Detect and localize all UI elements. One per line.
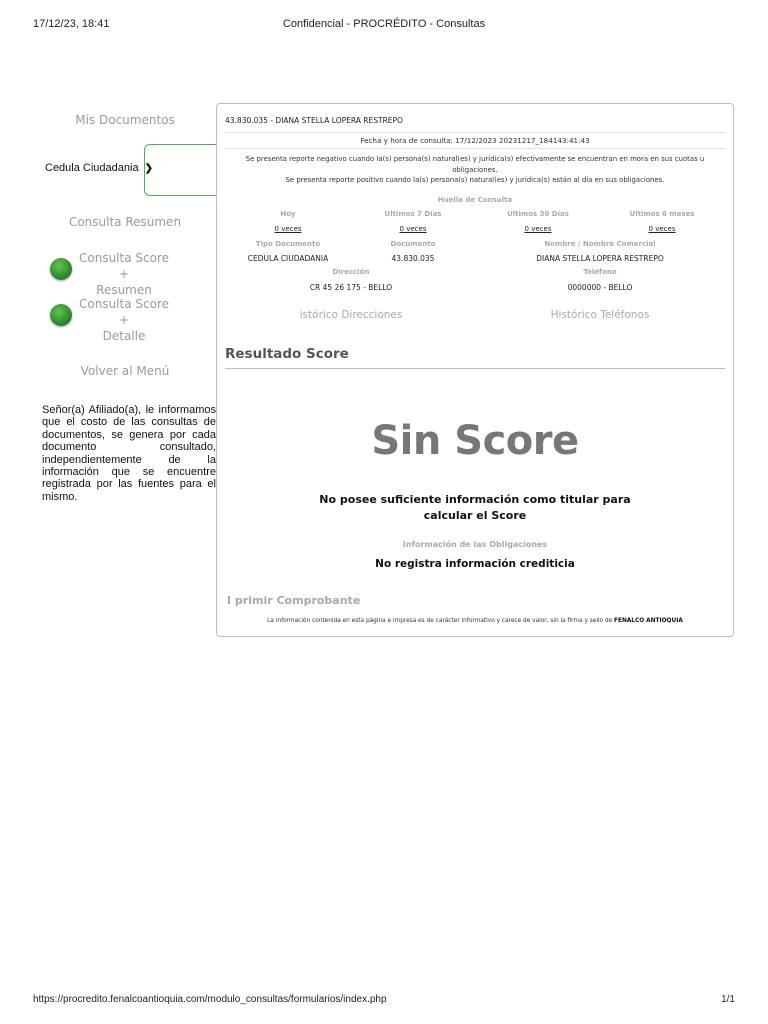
sidebar	[30, 100, 216, 520]
report-disclaimer: Se presenta reporte negativo cuando la(s) persona(s) natural(es) y jurídica(s) efectivamente se encuentran en mora en sus cuotas u obligaciones. Se presenta reporte positivo cuando la(s) persona(s) natural(es) y jurídica(s) están al día en sus obligaciones.	[245, 155, 705, 184]
mis-documentos-link[interactable]: Mis Documentos	[75, 113, 175, 127]
consulta-score-resumen-label: Consulta Score + Resumen	[79, 251, 169, 297]
historico-telefonos-link[interactable]: Histórico Teléfonos	[550, 309, 650, 321]
consulta-score-detalle-option[interactable]	[46, 296, 236, 343]
huella-value-hoy[interactable]: 0 veces	[274, 225, 302, 233]
info-obligaciones-label: Información de las Obligaciones	[402, 540, 548, 549]
no-registra-text: No registra información crediticia	[375, 558, 575, 570]
huella-value-7-dias[interactable]: 0 veces	[399, 225, 427, 233]
score-explanation: No posee suficiente información como titular para calcular el Score	[319, 493, 631, 522]
nombre-value: DIANA STELLA LOPERA RESTREPO	[536, 254, 664, 263]
historico-direcciones-link[interactable]: istórico Direcciones	[299, 309, 403, 321]
huella-header-30-dias: Ultimos 30 Días	[507, 210, 569, 218]
print-page-title: Confidencial - PROCRÉDITO - Consultas	[282, 18, 486, 30]
direccion-label: Dirección	[332, 268, 370, 276]
chevron-down-icon: ❯	[144, 163, 153, 174]
consulta-score-detalle-label: Consulta Score + Detalle	[79, 297, 169, 343]
tipo-documento-label: Tipo Documento	[255, 240, 321, 248]
cost-notice: Señor(a) Afiliado(a), le informamos que el costo de las consultas de documentos, se genera por cada documento consultado, independientemente de la información que se encuentre registrada por las fuentes para el mismo.	[42, 404, 216, 503]
green-dot-icon	[50, 304, 72, 326]
documento-label: Documento	[390, 240, 436, 248]
tipo-documento-value: CEDULA CIUDADANIA	[247, 254, 329, 263]
legal-footer: La información contenida en esta página e impresa es de carácter informativo y carece de valor, sin la firma y sello de FENALCO ANTIOQUIA	[267, 618, 683, 624]
telefono-value: 0000000 - BELLO	[567, 283, 633, 292]
imprimir-comprobante-link[interactable]: I primir Comprobante	[227, 594, 361, 607]
report-card	[216, 103, 734, 637]
person-identity: 43.830.035 - DIANA STELLA LOPERA RESTREPO	[225, 116, 403, 125]
document-type-value: Cedula Ciudadania	[45, 162, 139, 174]
divider	[225, 132, 725, 133]
resultado-score-heading: Resultado Score	[225, 346, 349, 362]
telefono-label: Teléfono	[583, 268, 617, 276]
volver-menu-link[interactable]: Volver al Menú	[80, 364, 170, 378]
document-type-select[interactable]	[45, 162, 153, 174]
huella-value-30-dias[interactable]: 0 veces	[524, 225, 552, 233]
consulta-datetime: Fecha y hora de consulta: 17/12/2023 20231217_184143:41:43	[360, 136, 590, 145]
sin-score-text: Sin Score	[371, 418, 579, 464]
documento-value: 43.830.035	[391, 254, 435, 263]
huella-value-6-meses[interactable]: 0 veces	[648, 225, 676, 233]
nombre-label: Nombre / Nombre Comercial	[544, 240, 656, 248]
huella-header-7-dias: Ultimos 7 Días	[384, 210, 442, 218]
print-datetime: 17/12/23, 18:41	[33, 18, 110, 30]
consulta-resumen-link[interactable]: Consulta Resumen	[68, 215, 182, 229]
direccion-value: CR 45 26 175 - BELLO	[309, 283, 393, 292]
divider	[225, 148, 725, 149]
print-url: https://procredito.fenalcoantioquia.com/modulo_consultas/formularios/index.php	[33, 994, 387, 1005]
consulta-score-resumen-option[interactable]	[46, 250, 236, 297]
huella-header-hoy: Hoy	[280, 210, 296, 218]
huella-title: Huella de Consulta	[437, 196, 513, 204]
huella-header-6-meses: Ultimos 6 meses	[629, 210, 695, 218]
green-dot-icon	[50, 258, 72, 280]
print-page-number: 1/1	[721, 994, 735, 1005]
document-number-box[interactable]	[144, 144, 225, 196]
divider	[225, 368, 725, 369]
